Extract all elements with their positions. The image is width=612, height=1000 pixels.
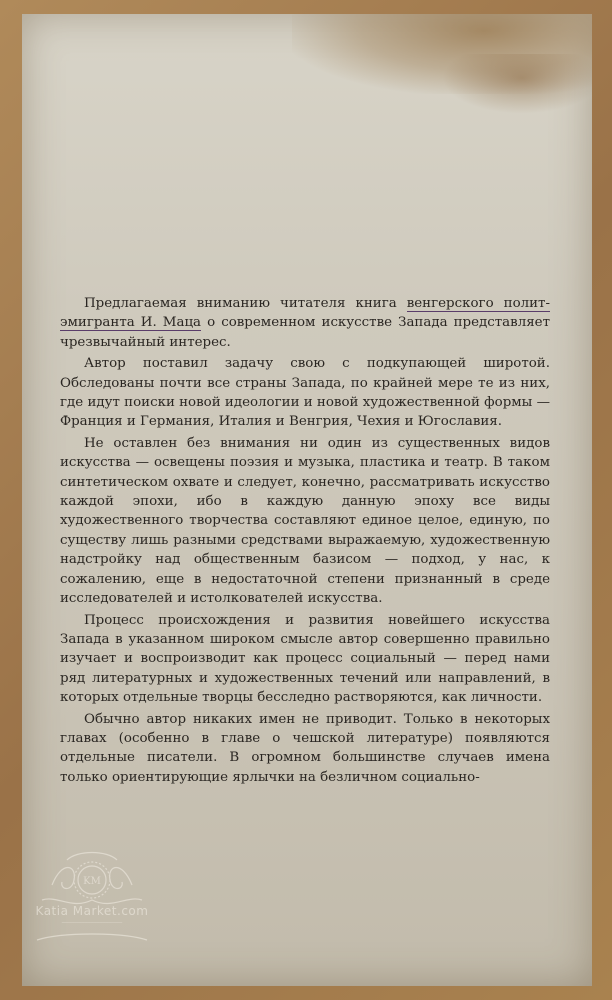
watermark-monogram: KM xyxy=(83,876,101,887)
text-run: Не оставлен без внимания ни один из существенных видов искусства — освещены поэзия и музыка, пластика и театр. В таком синтетическом охвате и следует, конечно, рассматривать искусство каждой эпохи, ибо в каждую данную эпоху все виды художественного творчества составляют единое целое, единую, по существу лишь разными средствами выражаемую, художественную надстройку над общественным базисом — подход, у нас, к сожалению, еще в недостаточной степени признанный в среде исследователей и истолкователей искусства. xyxy=(60,435,550,607)
water-stain-secondary xyxy=(442,54,592,114)
underlined-phrase: венгерского полит- xyxy=(406,296,550,311)
watermark-tagline: ──────────────────── xyxy=(61,920,123,926)
watermark-suffix: .com xyxy=(117,904,149,918)
text-run: Предлагаемая вниманию читателя книга xyxy=(84,296,407,311)
text-run: Автор поставил задачу свою с подкупающей широтой. Обследованы почти все страны Запада, по крайней мере те из них, где идут поиски новой идеологии и новой художественной формы — Франция и Германия, Италия и Венгрия, Чехия и Югославия. xyxy=(60,356,550,430)
watermark-logo xyxy=(22,840,162,960)
page-text xyxy=(60,294,550,789)
underlined-phrase: эмигранта И. Маца xyxy=(60,315,202,331)
watermark-ornament xyxy=(22,840,162,960)
paragraph xyxy=(60,434,550,609)
paragraph xyxy=(60,354,550,432)
text-run: Обычно автор никаких имен не приводит. Только в некоторых главах (особенно в главе о чешской литературе) появляются отдельные писатели. В огромном большинстве случаев имена только ориентирующие ярлычки на безличном социально- xyxy=(60,711,550,785)
paragraph xyxy=(60,611,550,708)
watermark-name xyxy=(22,904,162,918)
text-run: Процесс происхождения и развития новейшего искусства Запада в указанном широком смысле автор совершенно правильно изучает и воспроизводит как процесс социальный — перед нами ряд литературных и художественных течений или направлений, в которых отдельные творцы бесследно растворяются, как личности. xyxy=(60,612,550,706)
paragraph xyxy=(60,710,550,788)
text-run: о современном искусстве Запада представляет чрезвычайный интерес. xyxy=(60,315,550,350)
watermark-name-text: Katia Market xyxy=(35,904,117,918)
paragraph xyxy=(60,294,550,352)
